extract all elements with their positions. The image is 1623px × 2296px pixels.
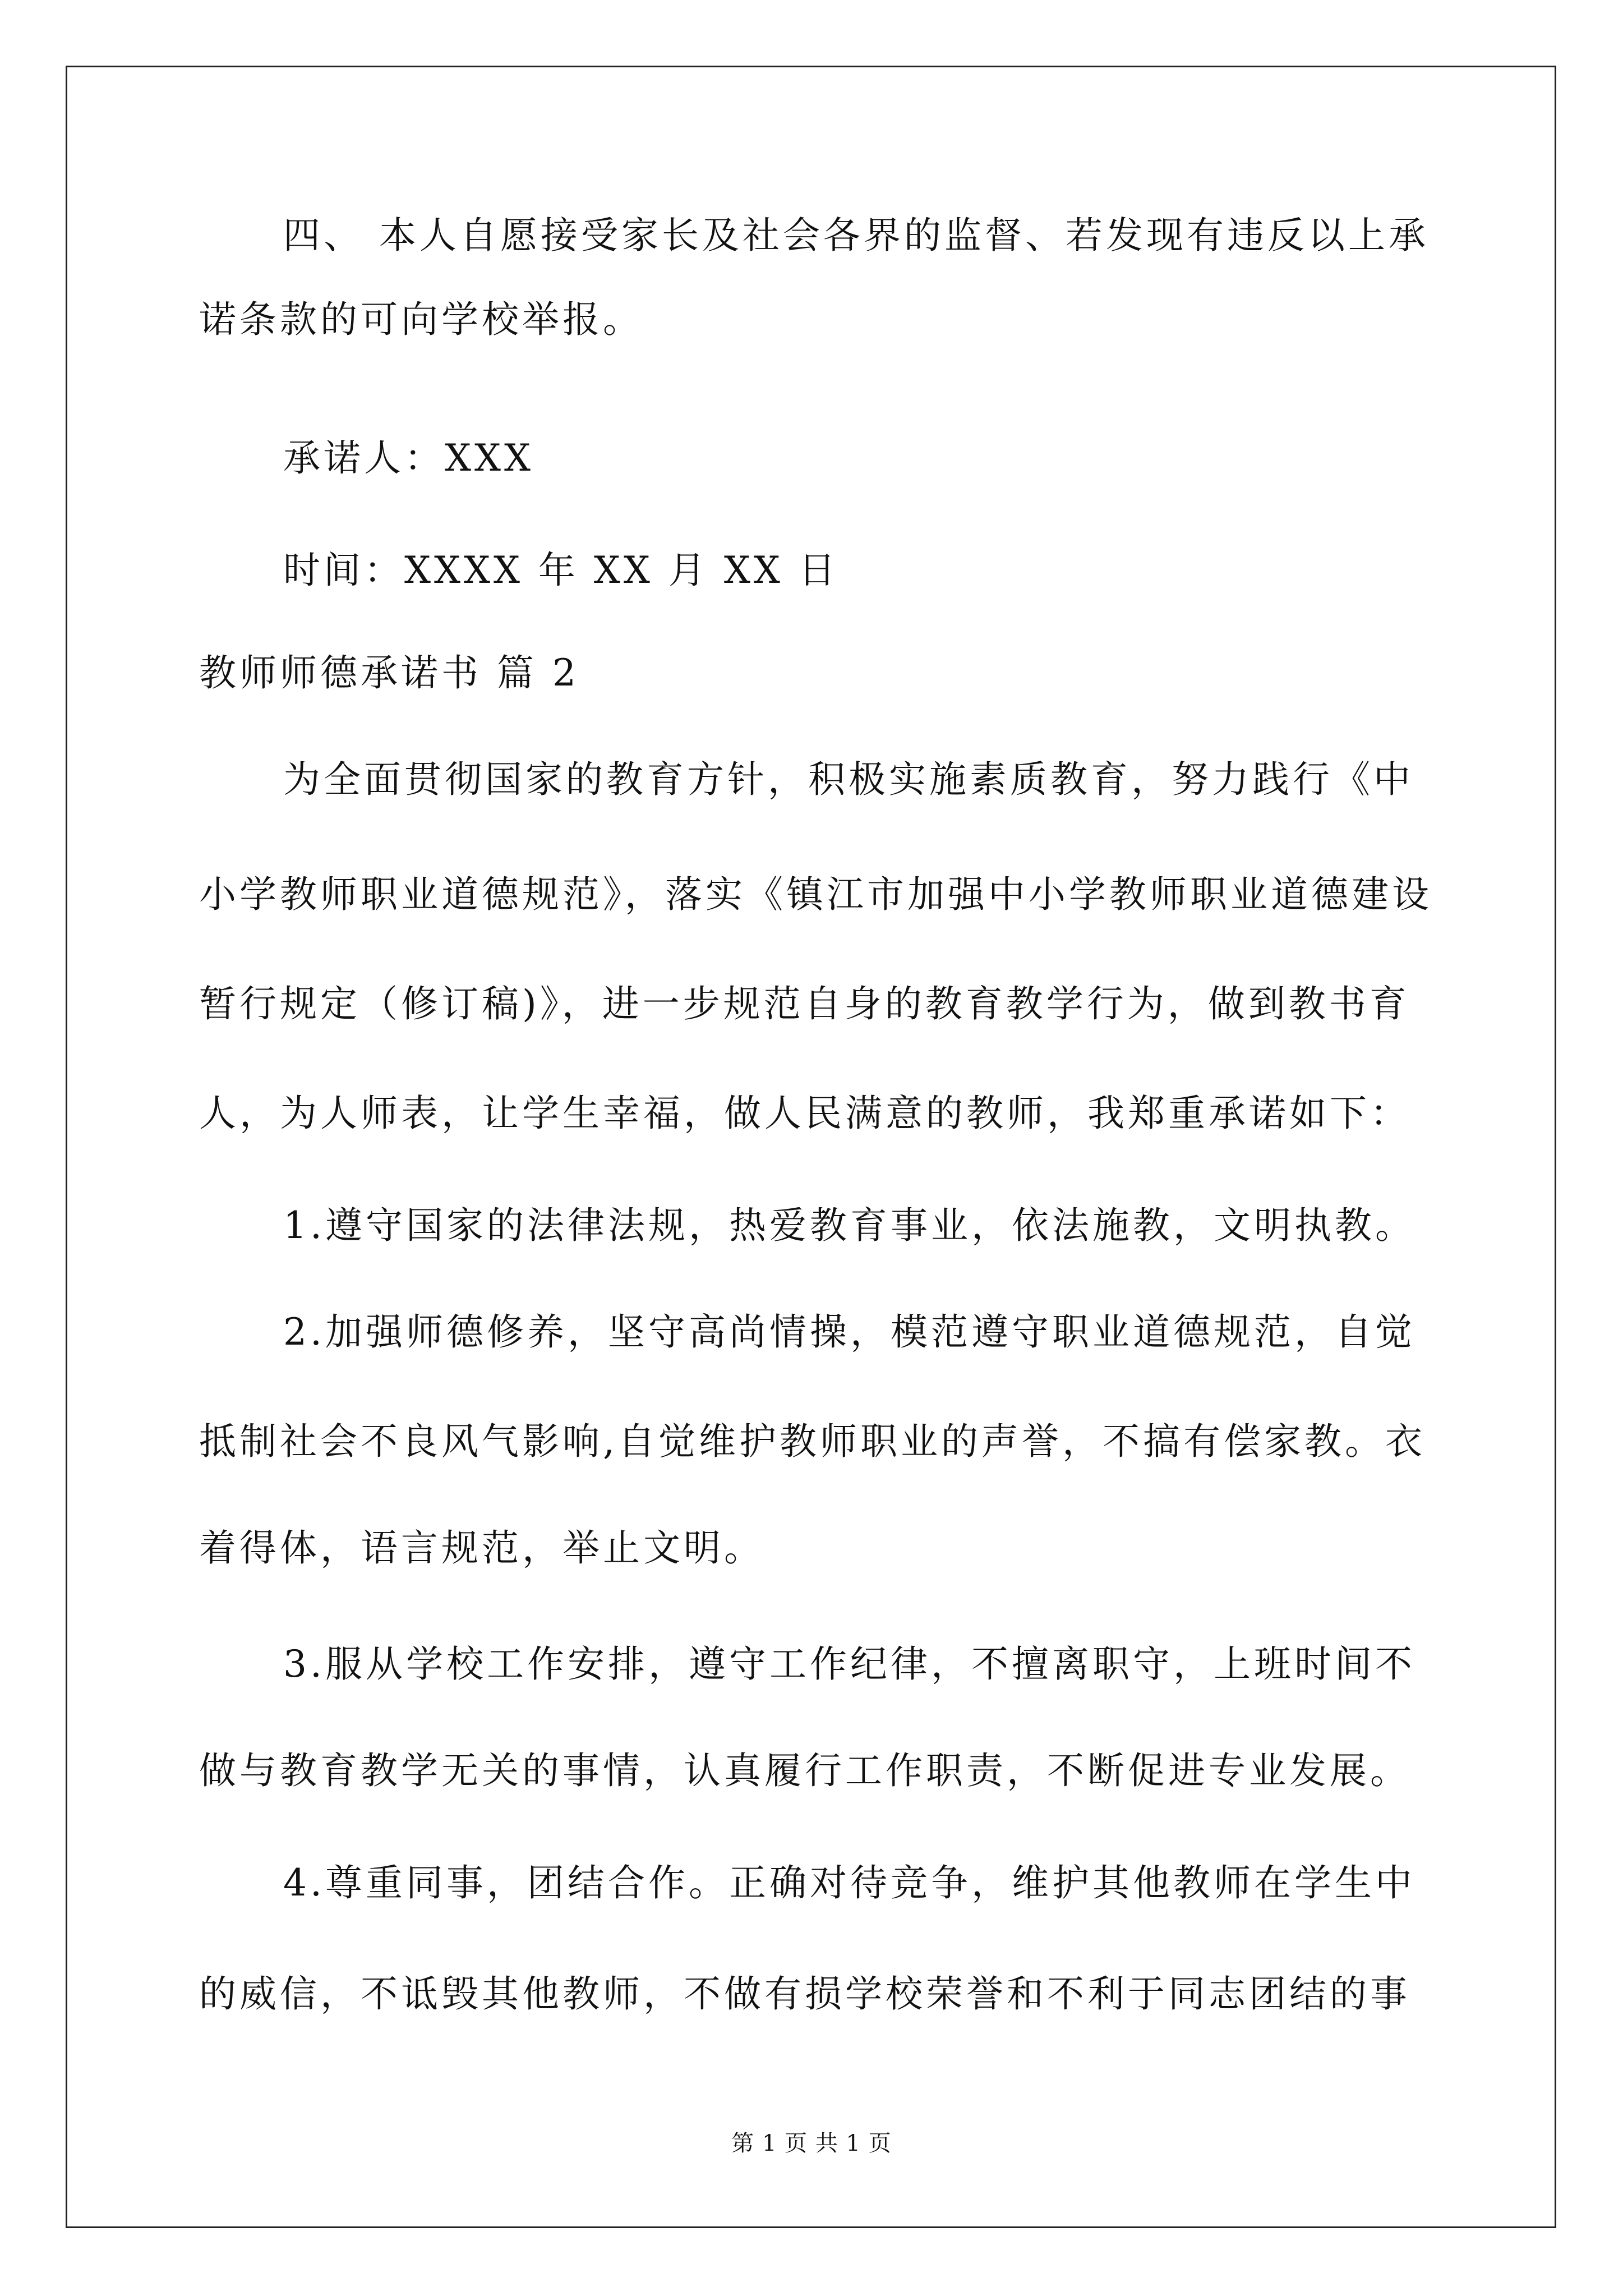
paragraph-4-line-1: 四、 本人自愿接受家长及社会各界的监督、若发现有违反以上承 [283, 214, 1429, 257]
date-line: 时间：XXXX 年 XX 月 XX 日 [283, 549, 839, 592]
item-2-line-3: 着得体，语言规范，举止文明。 [199, 1526, 764, 1570]
item-3-line-1: 3.服从学校工作安排，遵守工作纪律，不擅离职守，上班时间不 [283, 1642, 1415, 1686]
section-heading: 教师师德承诺书 篇 2 [199, 651, 579, 694]
page-footer: 第 1 页 共 1 页 [731, 2131, 892, 2156]
item-2-line-1: 2.加强师德修养，坚守高尚情操，模范遵守职业道德规范，自觉 [283, 1310, 1415, 1354]
item-3-line-2: 做与教育教学无关的事情，认真履行工作职责，不断促进专业发展。 [199, 1749, 1410, 1792]
intro-line-2: 小学教师职业道德规范》，落实《镇江市加强中小学教师职业道德建设 [199, 873, 1432, 916]
intro-line-1: 为全面贯彻国家的教育方针，积极实施素质教育，努力践行《中 [283, 758, 1414, 801]
paragraph-4-line-2: 诺条款的可向学校举报。 [199, 298, 643, 341]
item-4-line-1: 4.尊重同事，团结合作。正确对待竞争，维护其他教师在学生中 [283, 1861, 1415, 1904]
signatory-line: 承诺人：XXX [283, 436, 534, 480]
intro-line-4: 人，为人师表，让学生幸福，做人民满意的教师，我郑重承诺如下： [199, 1092, 1410, 1135]
item-2-line-2: 抵制社会不良风气影响,自觉维护教师职业的声誉，不搞有偿家教。衣 [199, 1420, 1426, 1463]
intro-line-3: 暂行规定（修订稿)》，进一步规范自身的教育教学行为，做到教书育 [199, 982, 1410, 1025]
item-1-line-1: 1.遵守国家的法律法规，热爱教育事业，依法施教，文明执教。 [283, 1204, 1415, 1247]
item-4-line-2: 的威信，不诋毁其他教师，不做有损学校荣誉和不利于同志团结的事 [199, 1972, 1410, 2016]
